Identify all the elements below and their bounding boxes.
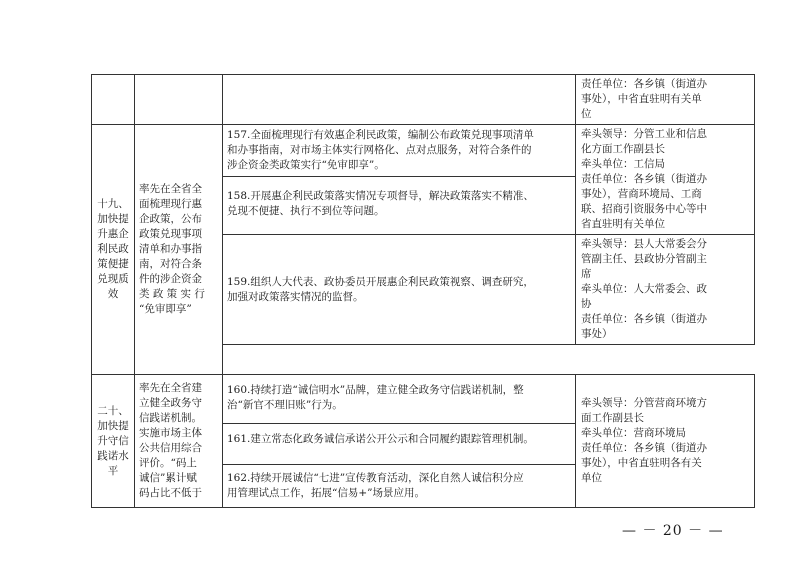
text-line: 牵头单位：人大常委会、政 [581,283,707,295]
text-line: 牵头单位：营商环境局 [581,427,686,439]
text-line: 160.持续打造“诚信明水”品牌，建立健全政务守信践诺机制，整 [227,384,524,396]
empty-cell [135,75,223,125]
text-line: 平 [107,464,119,477]
goal-cell [135,125,223,375]
text-line: 协 [581,298,592,310]
table-row [92,75,755,125]
text-line: 责任单位：各乡镇（街道办 [581,442,707,454]
text-line: 南，对符合条 [139,258,202,270]
text-line: 157.全面梳理现行有效惠企利民政策，编制公布政策兑现事项清单 [227,129,534,141]
task-cell-159 [223,235,576,345]
text-line: 和办事指南，对市场主体实行网格化、点对点服务，对符合条件的 [227,144,532,156]
text-line: 用管理试点工作，拓展“信易+”场景应用。 [227,487,426,499]
text-line: 席 [581,268,592,280]
text-line: 161.建立常态化政务诚信承诺公开公示和合同履约跟踪管理机制。 [227,433,534,445]
section-number-cell [92,125,135,375]
text-line: 二十、 [97,404,129,417]
text-line: “免审即享” [139,303,192,315]
text-line: 事处），中省直驻明各有关 [581,457,702,469]
task-item [223,465,575,507]
text-line: 公共信用综合 [139,442,202,454]
text-line: 兑现不便捷、执行不到位等问题。 [227,205,385,217]
text-line: 践诺水 [97,449,129,462]
task-item [223,125,575,177]
table-row [92,375,755,508]
text-line: 件的涉企资金 [139,273,202,285]
text-line: 牵头领导：县人大常委会分 [581,238,707,250]
responsibility-cell [576,235,755,345]
goal-cell [135,375,223,508]
responsibility-cell [576,75,755,125]
text-line: 省直驻明有关单位 [581,218,665,230]
text-line: 策便捷 [97,258,129,270]
text-line: 效 [107,288,119,300]
text-line: 面工作副县长 [581,412,644,424]
task-cell-157-158 [223,125,576,235]
text-line: 率先在全省全 [139,183,202,195]
task-cell-160-162 [223,375,576,508]
text-line: 牵头领导：分管营商环境方 [581,397,707,409]
responsibility-cell [576,125,755,235]
text-line: 兑现质 [97,273,129,285]
text-line: 事处），中省直驻明有关单 [581,93,702,105]
empty-cell [92,75,135,125]
text-line: 面梳理现行惠 [139,198,202,210]
text-line: 诚信”累计赋 [139,472,197,484]
text-line: 位 [581,108,592,120]
text-line: 升惠企 [97,228,129,240]
text-line: 加快提 [97,419,129,432]
text-line: 立健全政务守 [139,397,202,409]
text-line: 评价。“码上 [139,457,197,469]
text-line: 利民政 [97,243,129,255]
text-line: 信践诺机制。 [139,412,202,424]
text-line: 责任单位：各乡镇（街道办 [581,78,707,90]
text-line: 政策兑现事项 [139,228,202,240]
text-line: 类 政 策 实 行 [139,288,205,300]
text-line: 治“新官不理旧账”行为。 [227,399,343,411]
text-line: 牵头单位：工信局 [581,158,665,170]
text-line: 158.开展惠企利民政策落实情况专项督导，解决政策落实不精准、 [227,190,534,202]
text-line: 联、招商引资服务中心等中 [581,203,707,215]
text-line: 加强对政策落实情况的监督。 [227,290,364,303]
text-line: 事处） [581,328,613,340]
text-line: 化方面工作副县长 [581,143,665,155]
text-line: 实施市场主体 [139,427,202,439]
text-line: 管副主任、县政协分管副主 [581,253,707,265]
text-line: 加快提 [97,213,129,225]
task-item [223,375,575,424]
text-line: 清单和办事指 [139,243,202,255]
section-number-cell [92,375,135,508]
table-row [92,125,755,235]
text-line: 十九、 [97,198,129,210]
responsibility-cell [576,375,755,508]
text-line: 事处），营商环境局、工商 [581,188,702,200]
text-line: 责任单位：各乡镇（街道办 [581,173,707,185]
text-line: 码占比不低于 [139,487,202,499]
text-line: 责任单位：各乡镇（街道办 [581,313,707,325]
task-item [223,177,575,231]
text-line: 升守信 [97,434,129,447]
task-item [223,424,575,465]
text-line: 牵头领导：分管工业和信息 [581,128,707,140]
page-number: — － 20 － — [622,523,724,539]
empty-cell [223,75,576,125]
text-line: 162.持续开展诚信“七进”宣传教育活动，深化自然人诚信积分应 [227,472,524,484]
text-line: 159.组织人大代表、政协委员开展惠企利民政策视察、调查研究， [227,275,534,288]
text-line: 单位 [581,472,602,484]
text-line: 企政策，公布 [139,213,202,225]
task-table [91,74,755,508]
text-line: 涉企资金类政策实行“免审即享”。 [227,159,385,171]
text-line: 率先在全省建 [139,382,202,394]
